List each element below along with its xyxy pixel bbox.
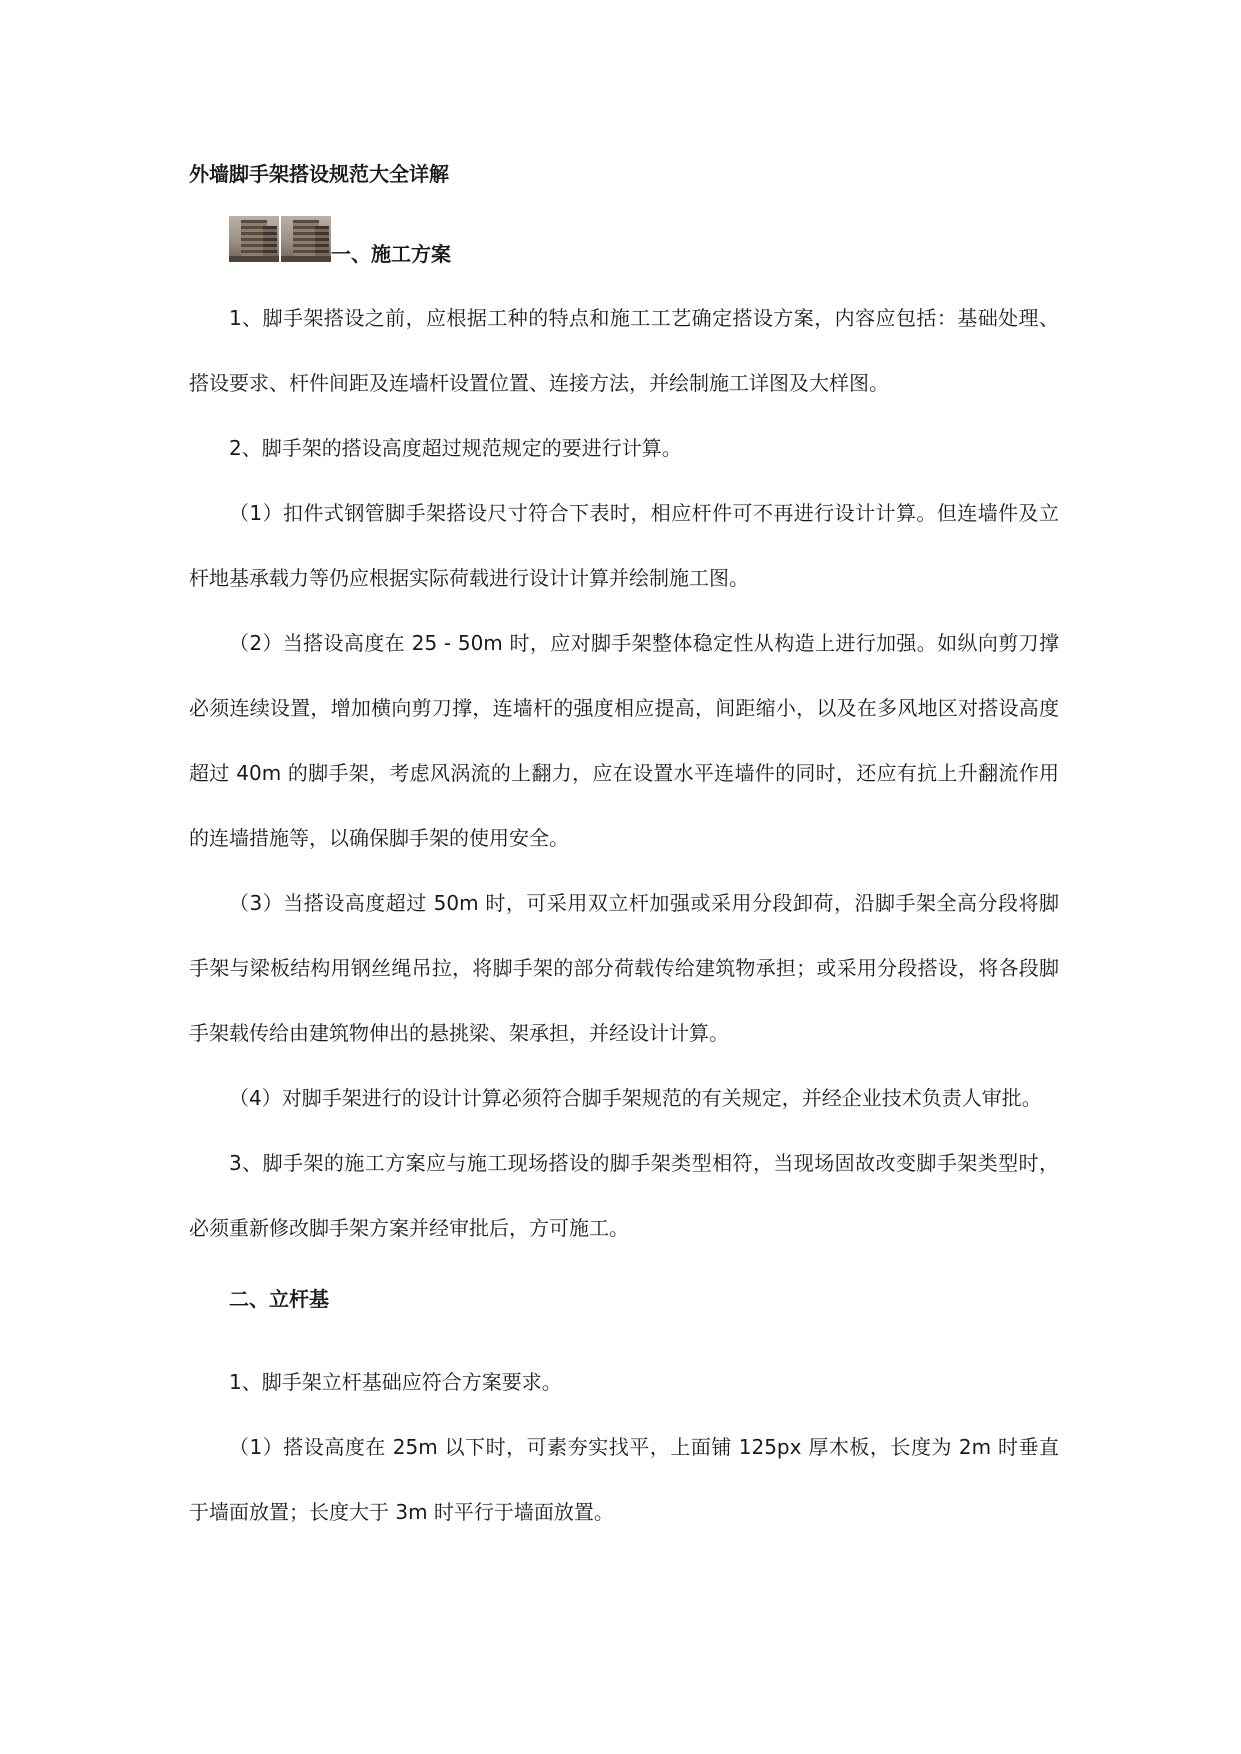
paragraph: （1）搭设高度在 25m 以下时，可素夯实找平，上面铺 125px 厚木板，长度为 2m 时垂直于墙面放置；长度大于 3m 时平行于墙面放置。	[189, 1435, 1059, 1524]
section-1-heading: 一、施工方案	[331, 242, 451, 266]
paragraph: （4）对脚手架进行的设计计算必须符合脚手架规范的有关规定，并经企业技术负责人审批。	[229, 1086, 1042, 1110]
scaffold-photo-2	[281, 216, 331, 262]
paragraph: 1、脚手架立杆基础应符合方案要求。	[229, 1370, 562, 1394]
document-page	[189, 160, 1059, 1545]
section-1-heading-row	[189, 216, 1059, 268]
paragraph: 2、脚手架的搭设高度超过规范规定的要进行计算。	[229, 436, 682, 460]
paragraph: （1）扣件式钢管脚手架搭设尺寸符合下表时，相应杆件可不再进行设计计算。但连墙件及立杆地基承载力等仍应根据实际荷载进行设计计算并绘制施工图。	[189, 501, 1059, 590]
paragraph: （3）当搭设高度超过 50m 时，可采用双立杆加强或采用分段卸荷，沿脚手架全高分段将脚手架与梁板结构用钢丝绳吊拉，将脚手架的部分荷载传给建筑物承担；或采用分段搭设，将各段脚手架载传给由建筑物伸出的悬挑梁、架承担，并经设计计算。	[189, 891, 1059, 1045]
section-2-heading: 二、立杆基	[229, 1287, 329, 1311]
paragraph: 1、脚手架搭设之前，应根据工种的特点和施工工艺确定搭设方案，内容应包括：基础处理、搭设要求、杆件间距及连墙杆设置位置、连接方法，并绘制施工详图及大样图。	[189, 306, 1059, 395]
scaffold-photo-thumbnails	[229, 216, 331, 262]
paragraph: （2）当搭设高度在 25 - 50m 时，应对脚手架整体稳定性从构造上进行加强。如纵向剪刀撑必须连续设置，增加横向剪刀撑，连墙杆的强度相应提高，间距缩小，以及在多风地区对搭设高度超过 40m 的脚手架，考虑风涡流的上翻力，应在设置水平连墙件的同时，还应有抗上升翻流作用的连墙措施等，以确保脚手架的使用安全。	[189, 631, 1059, 850]
paragraph: 3、脚手架的施工方案应与施工现场搭设的脚手架类型相符，当现场固故改变脚手架类型时，必须重新修改脚手架方案并经审批后，方可施工。	[189, 1151, 1059, 1240]
scaffold-photo-1	[229, 216, 279, 262]
document-title: 外墙脚手架搭设规范大全详解	[189, 162, 449, 186]
